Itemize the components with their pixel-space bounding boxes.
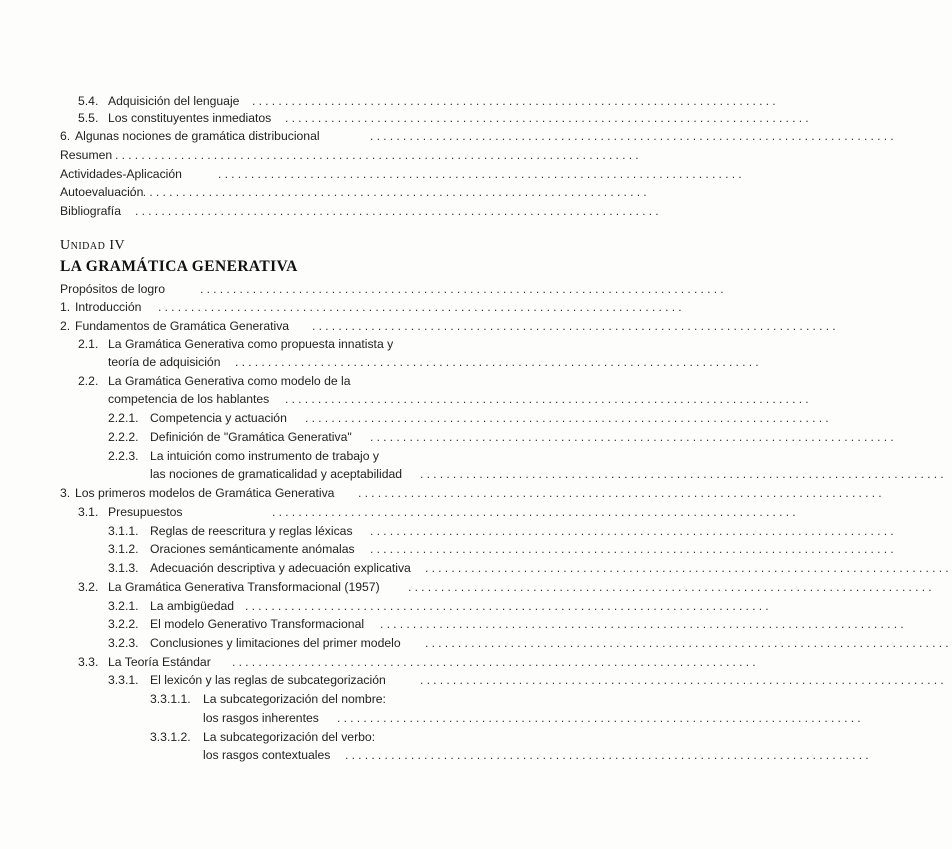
dot-leader: ................................................................................ [305, 411, 832, 425]
toc-entry-title: La Gramática Generativa como propuesta innatista y [108, 337, 394, 351]
toc-entry-number: 2.1. [78, 337, 99, 351]
toc-entry-title: Definición de "Gramática Generativa" [150, 430, 352, 444]
dot-leader: ................................................................................ [420, 467, 947, 481]
dot-leader: ................................................................................ [337, 711, 864, 725]
toc-entry-number: 5.4. [78, 94, 99, 108]
toc-entry-title: La ambigüedad [150, 599, 235, 613]
toc-entry-title: Presupuestos [108, 505, 183, 519]
unit-title: LA GRAMÁTICA GENERATIVA [60, 258, 298, 275]
toc-entry-number: 3.3.1. [108, 673, 139, 687]
dot-leader: ................................................................................ [235, 355, 762, 369]
toc-entry-number: 3.2. [78, 580, 99, 594]
dot-leader: ................................................................................ [135, 204, 662, 218]
toc-entry-title: Oraciones semánticamente anómalas [150, 542, 355, 556]
toc-entry-title: Competencia y actuación [150, 411, 287, 425]
toc-entry-title: Conclusiones y limitaciones del primer modelo [150, 636, 401, 650]
toc-entry-title: El modelo Generativo Transformacional [150, 617, 365, 631]
toc-entry-number: 2. [60, 319, 71, 333]
toc-entry-number: 1. [60, 300, 71, 314]
toc-entry-title: La Gramática Generativa como modelo de la [108, 374, 351, 388]
toc-entry-title: las nociones de gramaticalidad y aceptabilidad [150, 467, 403, 481]
dot-leader: ................................................................................ [158, 300, 685, 314]
dot-leader: ................................................................................ [123, 185, 650, 199]
toc-entry-title: competencia de los hablantes [108, 392, 270, 406]
dot-leader: ................................................................................ [425, 636, 952, 650]
dot-leader: ................................................................................ [370, 430, 897, 444]
toc-entry-number: 6. [60, 129, 71, 143]
toc-entry-number: 3.1.3. [108, 561, 139, 575]
dot-leader: ................................................................................ [345, 748, 872, 762]
toc-entry-number: 3. [60, 486, 71, 500]
toc-entry-number: 2.2.3. [108, 449, 139, 463]
toc-entry-title: los rasgos inherentes [203, 711, 319, 725]
dot-leader: ................................................................................ [218, 167, 745, 181]
toc-entry-title: teoría de adquisición [108, 355, 221, 369]
toc-entry-title: Los constituyentes inmediatos [108, 111, 272, 125]
dot-leader: ................................................................................ [232, 655, 759, 669]
toc-entry-title: Bibliografía [60, 204, 121, 218]
toc-entry-number: 2.2.1. [108, 411, 139, 425]
toc-entry-number: 5.5. [78, 111, 99, 125]
dot-leader: ................................................................................ [200, 282, 727, 296]
dot-leader: ................................................................................ [358, 486, 885, 500]
dot-leader: ................................................................................ [420, 673, 947, 687]
dot-leader: ................................................................................ [408, 580, 935, 594]
toc-entry-number: 2.2. [78, 374, 99, 388]
dot-leader: ................................................................................ [370, 129, 897, 143]
toc-entry-title: Fundamentos de Gramática Generativa [75, 319, 290, 333]
dot-leader: ................................................................................ [285, 392, 812, 406]
dot-leader: ................................................................................ [370, 524, 897, 538]
toc-entry-title: La subcategorización del nombre: [203, 692, 386, 706]
toc-entry-title: Propósitos de logro [60, 282, 166, 296]
toc-entry-title: El lexicón y las reglas de subcategorización [150, 673, 386, 687]
toc-entry-title: Autoevaluación [60, 185, 144, 199]
toc-entry-number: 3.1.1. [108, 524, 139, 538]
dot-leader: ................................................................................ [370, 542, 897, 556]
toc-entry-title: Actividades-Aplicación [60, 167, 182, 181]
toc-entry-title: Introducción [75, 300, 142, 314]
toc-entry-number: 3.3.1.2. [150, 730, 191, 744]
dot-leader: ................................................................................ [380, 617, 907, 631]
toc-entry-number: 3.3. [78, 655, 99, 669]
dot-leader: ................................................................................ [252, 94, 779, 108]
toc-entry-number: 3.3.1.1. [150, 692, 191, 706]
unit-label: Unidad IV [60, 238, 126, 253]
toc-entry-title: La intuición como instrumento de trabajo y [150, 449, 379, 463]
toc-entry-number: 3.2.3. [108, 636, 139, 650]
toc-entry-title: Resumen [60, 148, 113, 162]
toc-entry-number: 2.2.2. [108, 430, 139, 444]
toc-entry-title: Adquisición del lenguaje [108, 94, 240, 108]
toc-entry-title: Algunas nociones de gramática distribucional [75, 129, 320, 143]
toc-entry-title: La subcategorización del verbo: [203, 730, 376, 744]
dot-leader: ................................................................................ [115, 148, 642, 162]
dot-leader: ................................................................................ [312, 319, 839, 333]
toc-entry-number: 3.2.1. [108, 599, 139, 613]
dot-leader: ................................................................................ [272, 505, 799, 519]
toc-entry-number: 3.1. [78, 505, 99, 519]
toc-entry-title: La Teoría Estándar [108, 655, 211, 669]
dot-leader: ................................................................................ [425, 561, 952, 575]
toc-entry-number: 3.1.2. [108, 542, 139, 556]
toc-entry-title: Adecuación descriptiva y adecuación explicativa [150, 561, 411, 575]
dot-leader: ................................................................................ [285, 111, 812, 125]
toc-entry-title: La Gramática Generativa Transformacional (1957) [108, 580, 380, 594]
toc-entry-title: los rasgos contextuales [203, 748, 331, 762]
toc-entry-title: Reglas de reescritura y reglas léxicas [150, 524, 353, 538]
toc-entry-title: Los primeros modelos de Gramática Generativa [75, 486, 335, 500]
dot-leader: ................................................................................ [245, 599, 772, 613]
toc-entry-number: 3.2.2. [108, 617, 139, 631]
